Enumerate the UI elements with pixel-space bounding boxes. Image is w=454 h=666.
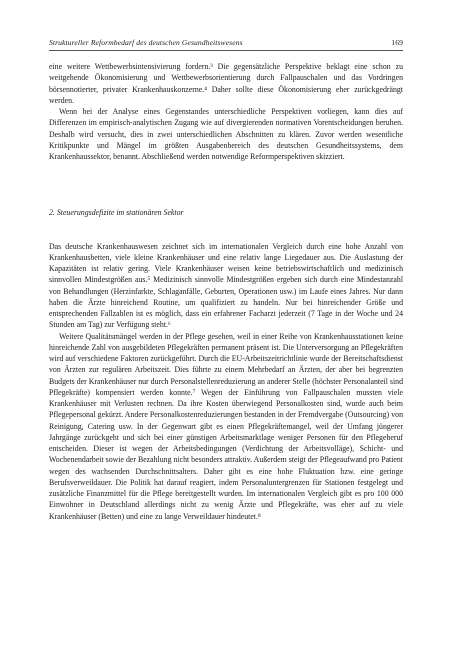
intro-paragraph-1: eine weitere Wettbewerbsintensivierung fordern.³ Die gegensätzliche Perspektive beklagt eine schon zu weitgehende Ökonomisierung und Wettbewerbsorientierung durch Fallpauschalen und das Vordringen börsennotierter, privater Krankenhauskonzerne.⁴ Daher sollte diese Ökonomisierung eher zurückgedrängt werden. bbox=[49, 62, 403, 105]
running-title: Struktureller Reformbedarf des deutschen Gesundheitswesens bbox=[49, 38, 243, 47]
section-heading: 2. Steuerungsdefizite im stationären Sektor bbox=[49, 208, 184, 218]
body-text bbox=[49, 61, 403, 522]
section-paragraph-1: Das deutsche Krankenhauswesen zeichnet sich im internationalen Vergleich durch eine hohe Anzahl von Krankenhausbetten, viele kleine Krankenhäuser und eine relativ lange Liegedauer aus. Die Auslastung der Kapazitäten ist relativ gering. Viele Krankenhäuser weisen keine betriebswirtschaftlich und medizinisch sinnvollen Mindestgrößen aus.⁵ Medizinisch sinnvolle Mindestgrößen ergeben sich durch eine Mindestanzahl von Behandlungen (Herzinfarkte, Schlaganfälle, Geburten, Operationen usw.) im Laufe eines Jahres. Nur dann haben die Ärzte hinreichend Routine, um qualifiziert zu handeln. Nur bei hinreichender Größe und entsprechenden Fallzahlen ist es möglich, dass ein erfahrener Facharzt jederzeit (7 Tage in der Woche und 24 Stunden am Tag) zur Verfügung steht.⁶ bbox=[49, 241, 403, 330]
header-rule bbox=[49, 50, 403, 51]
page-number: 169 bbox=[391, 38, 403, 47]
section-paragraph-2: Weitere Qualitätsmängel werden in der Pflege gesehen, weil in einer Reihe von Krankenhausstationen keine hinreichende Zahl von ausgebildeten Pflegekräften permanent präsent ist. Die Unterversorgung an Pflegekräften wird auf verschiedene Faktoren zurückgeführt. Durch die EU-Arbeitszeitrichtlinie wurde der Bereitschaftsdienst von Ärzten zur regulären Arbeitszeit. Dies führte zu einem Mehrbedarf an Ärzten, der aber bei begrenzten Budgets der Krankenhäuser nur durch Personalstellenreduzierung an anderer Stelle (höchster Personalanteil sind Pflegekräfte) kompensiert werden konnte.⁷ Wegen der Einführung von Fallpauschalen mussten viele Krankenhäuser mit Verlusten rechnen. Da ihre Kosten überwiegend Personalkosten sind, wurde auch beim Pflegepersonal gekürzt. Andere Personalkostenreduzierungen bestanden in der Fremdvergabe (Outsourcing) von Reinigung, Catering usw. In der Gegenwart gibt es einen Pflegekräftemangel, weil der Umfang jüngerer Jahrgänge zurückgeht und sich bei einer günstigen Arbeitsmarktlage weniger Personen für den Pflegeberuf entscheiden. Dieser ist wegen der Arbeitsbedingungen (Verdichtung der Arbeitsvolläge), Schicht- und Wochenendarbeit sowie der Bezahlung nicht besonders attraktiv. Außerdem steigt der Pflegeaufwand pro Patient wegen des wachsenden Durchschnittsalters. Daher gibt es eine hohe Fluktuation bzw. eine geringe Berufsverweildauer. Die Politik hat darauf reagiert, indem Personaluntergrenzen für Stationen festgelegt und zusätzliche Finanzmittel für die Pflege bereitgestellt wurden. Im internationalen Vergleich gibt es pro 100 000 Einwohner in Deutschland allerdings nicht zu wenig Ärzte und Pflegekräfte, was eher auf zu viele Krankenhäuser (Betten) und eine zu lange Verweildauer hindeutet.⁸ bbox=[49, 331, 403, 521]
running-header bbox=[49, 38, 403, 47]
intro-paragraph-2: Wenn bei der Analyse eines Gegenstandes unterschiedliche Perspektiven vorliegen, kann dies auf Differenzen im empirisch-analytischen Zugang wie auf divergierenden normativen Vorentscheidungen beruhen. Deshalb wird versucht, dies in zwei unterschiedlichen Abschnitten zu klären. Zuvor werden wesentliche Kritikpunkte und Mängel im größten Ausgabenbereich des deutschen Gesundheitssystems, dem Krankenhaussektor, benannt. Abschließend werden notwendige Reformperspektiven skizziert. bbox=[49, 107, 403, 161]
